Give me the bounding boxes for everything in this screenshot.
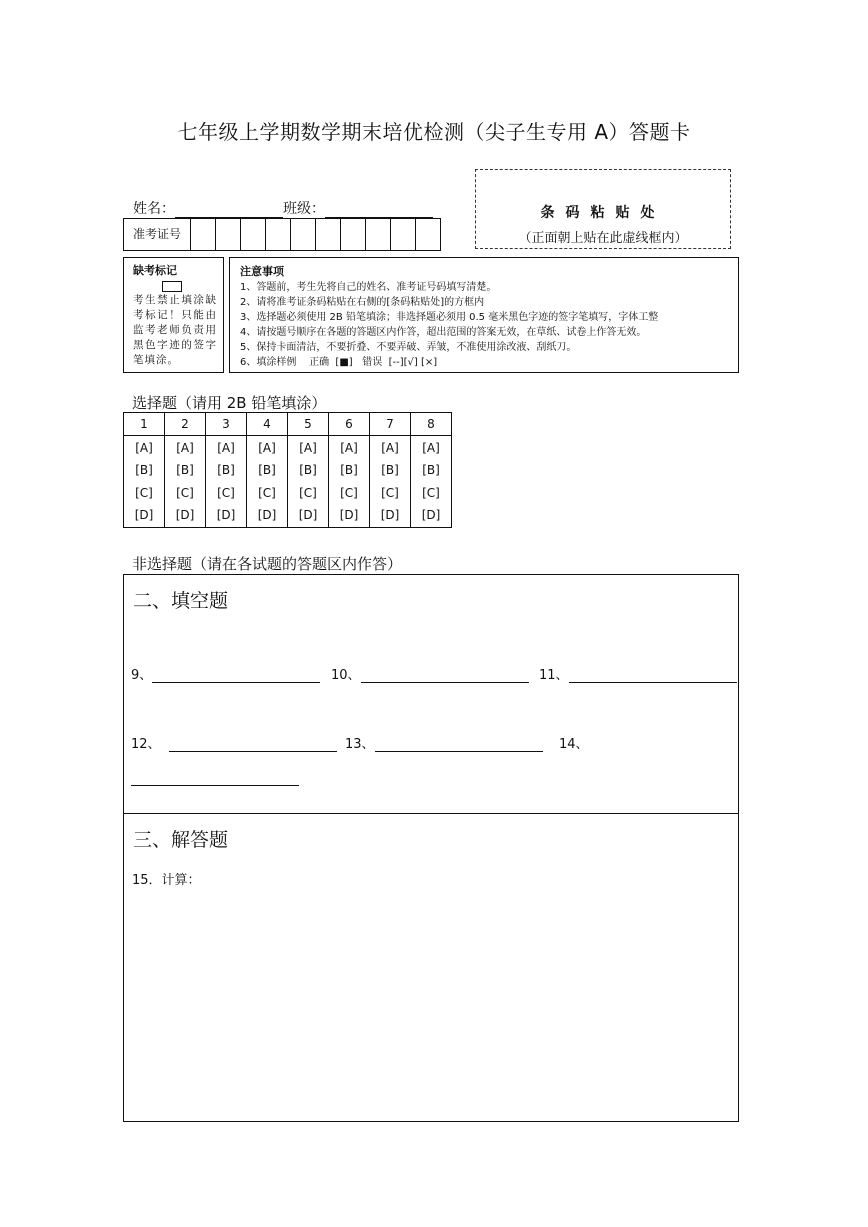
notice-line: 5、保持卡面清洁，不要折叠、不要弄破、弄皱，不准使用涂改液、刮纸刀。 xyxy=(240,342,577,353)
notice-line: 4、请按题号顺序在各题的答题区内作答，超出范围的答案无效，在草纸、试卷上作答无效。 xyxy=(240,327,647,338)
mc-option-bubble[interactable]: [D] xyxy=(257,508,277,522)
mc-option-bubble[interactable]: [D] xyxy=(216,508,236,522)
exam-number-cell[interactable] xyxy=(266,219,291,250)
blank-line[interactable] xyxy=(569,668,737,683)
barcode-area xyxy=(475,169,731,249)
exam-number-cell[interactable] xyxy=(341,219,366,250)
notice-heading: 注意事项 xyxy=(240,265,284,278)
mc-question-number: 6 xyxy=(329,413,370,436)
non-mc-section-title: 非选择题（请在各试题的答题区内作答） xyxy=(132,555,403,573)
name-label: 姓名： xyxy=(133,201,175,217)
class-label: 班级： xyxy=(283,201,325,217)
exam-number-cell[interactable] xyxy=(416,219,440,250)
blank-10 xyxy=(331,664,529,683)
section-divider xyxy=(123,813,739,814)
barcode-instruction: （正面朝上贴在此虚线框内） xyxy=(518,231,688,246)
exam-number-cell[interactable] xyxy=(391,219,416,250)
mc-option-bubble[interactable]: [C] xyxy=(422,485,440,500)
mc-options-cell xyxy=(288,436,329,528)
exam-number-cell[interactable] xyxy=(316,219,341,250)
exam-number-cell[interactable] xyxy=(366,219,391,250)
notice-line: 2、请将准考证条码粘贴在右侧的[条码粘贴处]的方框内 xyxy=(240,297,485,308)
blank-number: 12、 xyxy=(131,737,161,752)
mc-option-bubble[interactable]: [C] xyxy=(258,485,276,500)
mc-options-cell xyxy=(124,436,165,528)
mc-option-bubble[interactable]: [A] xyxy=(422,440,440,455)
mc-option-bubble[interactable]: [B] xyxy=(176,463,194,477)
mc-options-cell xyxy=(206,436,247,528)
exam-number-label: 准考证号 xyxy=(124,219,191,250)
blank-line[interactable] xyxy=(152,668,320,683)
blank-line[interactable] xyxy=(131,771,299,786)
fill-heading: 二、填空题 xyxy=(133,590,229,612)
mc-option-bubble[interactable]: [D] xyxy=(134,508,154,522)
mc-options-cell xyxy=(329,436,370,528)
question-15: 15．计算： xyxy=(132,873,201,888)
mc-option-bubble[interactable]: [A] xyxy=(299,440,317,455)
mc-option-bubble[interactable]: [A] xyxy=(176,440,194,455)
exam-number-cell[interactable] xyxy=(216,219,241,250)
mc-option-bubble[interactable]: [B] xyxy=(299,463,317,477)
absent-checkbox[interactable] xyxy=(162,281,182,292)
blank-line[interactable] xyxy=(375,737,543,752)
mc-option-bubble[interactable]: [B] xyxy=(135,463,153,477)
mc-option-bubble[interactable]: [C] xyxy=(381,485,399,500)
page-title: 七年级上学期数学期末培优检测（尖子生专用 A）答题卡 xyxy=(177,120,691,144)
blank-14 xyxy=(559,733,589,752)
mc-question-number: 5 xyxy=(288,413,329,436)
mc-options-cell xyxy=(247,436,288,528)
mc-question-number: 4 xyxy=(247,413,288,436)
name-class-row xyxy=(133,198,433,218)
mc-option-bubble[interactable]: [A] xyxy=(258,440,276,455)
notice-box xyxy=(229,257,739,373)
mc-option-bubble[interactable]: [B] xyxy=(258,463,276,477)
name-field[interactable] xyxy=(175,203,283,218)
blank-13 xyxy=(345,733,543,752)
notice-line: 3、选择题必须使用 2B 铅笔填涂；非选择题必须用 0.5 毫米黑色字迹的签字笔填写，字体工整 xyxy=(240,312,659,323)
blank-11 xyxy=(539,664,737,683)
notice-line: 6、填涂样例 正确 [■] 错误 [--][√] [×] xyxy=(240,357,438,368)
blank-number: 14、 xyxy=(559,737,589,752)
mc-question-number: 8 xyxy=(411,413,452,436)
exam-number-cell[interactable] xyxy=(191,219,216,250)
mc-section-title: 选择题（请用 2B 铅笔填涂） xyxy=(132,394,327,412)
solve-heading: 三、解答题 xyxy=(133,829,229,851)
mc-options-cell xyxy=(165,436,206,528)
barcode-title: 条码粘贴处 xyxy=(540,205,666,221)
blank-number: 10、 xyxy=(331,668,361,683)
mc-option-bubble[interactable]: [B] xyxy=(340,463,358,477)
class-field[interactable] xyxy=(325,203,433,218)
mc-option-bubble[interactable]: [C] xyxy=(176,485,194,500)
exam-number-grid xyxy=(123,218,441,251)
blank-number: 11、 xyxy=(539,668,569,683)
mc-option-bubble[interactable]: [C] xyxy=(217,485,235,500)
mc-question-number: 7 xyxy=(370,413,411,436)
mc-option-bubble[interactable]: [C] xyxy=(135,485,153,500)
mc-option-bubble[interactable]: [A] xyxy=(381,440,399,455)
mc-option-bubble[interactable]: [D] xyxy=(339,508,359,522)
exam-number-cell[interactable] xyxy=(241,219,266,250)
mc-option-bubble[interactable]: [C] xyxy=(340,485,358,500)
absent-heading: 缺考标记 xyxy=(133,264,177,277)
blank-line[interactable] xyxy=(169,737,337,752)
mc-option-bubble[interactable]: [A] xyxy=(217,440,235,455)
exam-number-cell[interactable] xyxy=(291,219,316,250)
mc-option-bubble[interactable]: [A] xyxy=(340,440,358,455)
mc-option-bubble[interactable]: [B] xyxy=(217,463,235,477)
blank-9 xyxy=(131,664,320,683)
mc-option-bubble[interactable]: [C] xyxy=(299,485,317,500)
notice-line: 1、答题前，考生先将自己的姓名、准考证号码填写清楚。 xyxy=(240,282,497,293)
mc-option-bubble[interactable]: [A] xyxy=(135,440,153,455)
mc-options-cell xyxy=(411,436,452,528)
mc-option-bubble[interactable]: [D] xyxy=(421,508,441,522)
absent-text: 考生禁止填涂缺考标记！只能由监考老师负责用黑色字迹的签字笔填涂。 xyxy=(133,294,217,366)
mc-option-bubble[interactable]: [B] xyxy=(422,463,440,477)
mc-option-bubble[interactable]: [D] xyxy=(380,508,400,522)
mc-answer-grid xyxy=(123,412,452,528)
mc-option-bubble[interactable]: [D] xyxy=(298,508,318,522)
mc-option-bubble[interactable]: [D] xyxy=(175,508,195,522)
mc-option-bubble[interactable]: [B] xyxy=(381,463,399,477)
blank-number: 9、 xyxy=(131,668,153,683)
blank-12 xyxy=(131,733,337,752)
absent-mark-box xyxy=(123,257,224,373)
mc-question-number: 3 xyxy=(206,413,247,436)
mc-options-cell xyxy=(370,436,411,528)
blank-number: 13、 xyxy=(345,737,375,752)
blank-14-line-wrap xyxy=(131,767,299,786)
mc-question-number: 2 xyxy=(165,413,206,436)
mc-question-number: 1 xyxy=(124,413,165,436)
blank-line[interactable] xyxy=(361,668,529,683)
